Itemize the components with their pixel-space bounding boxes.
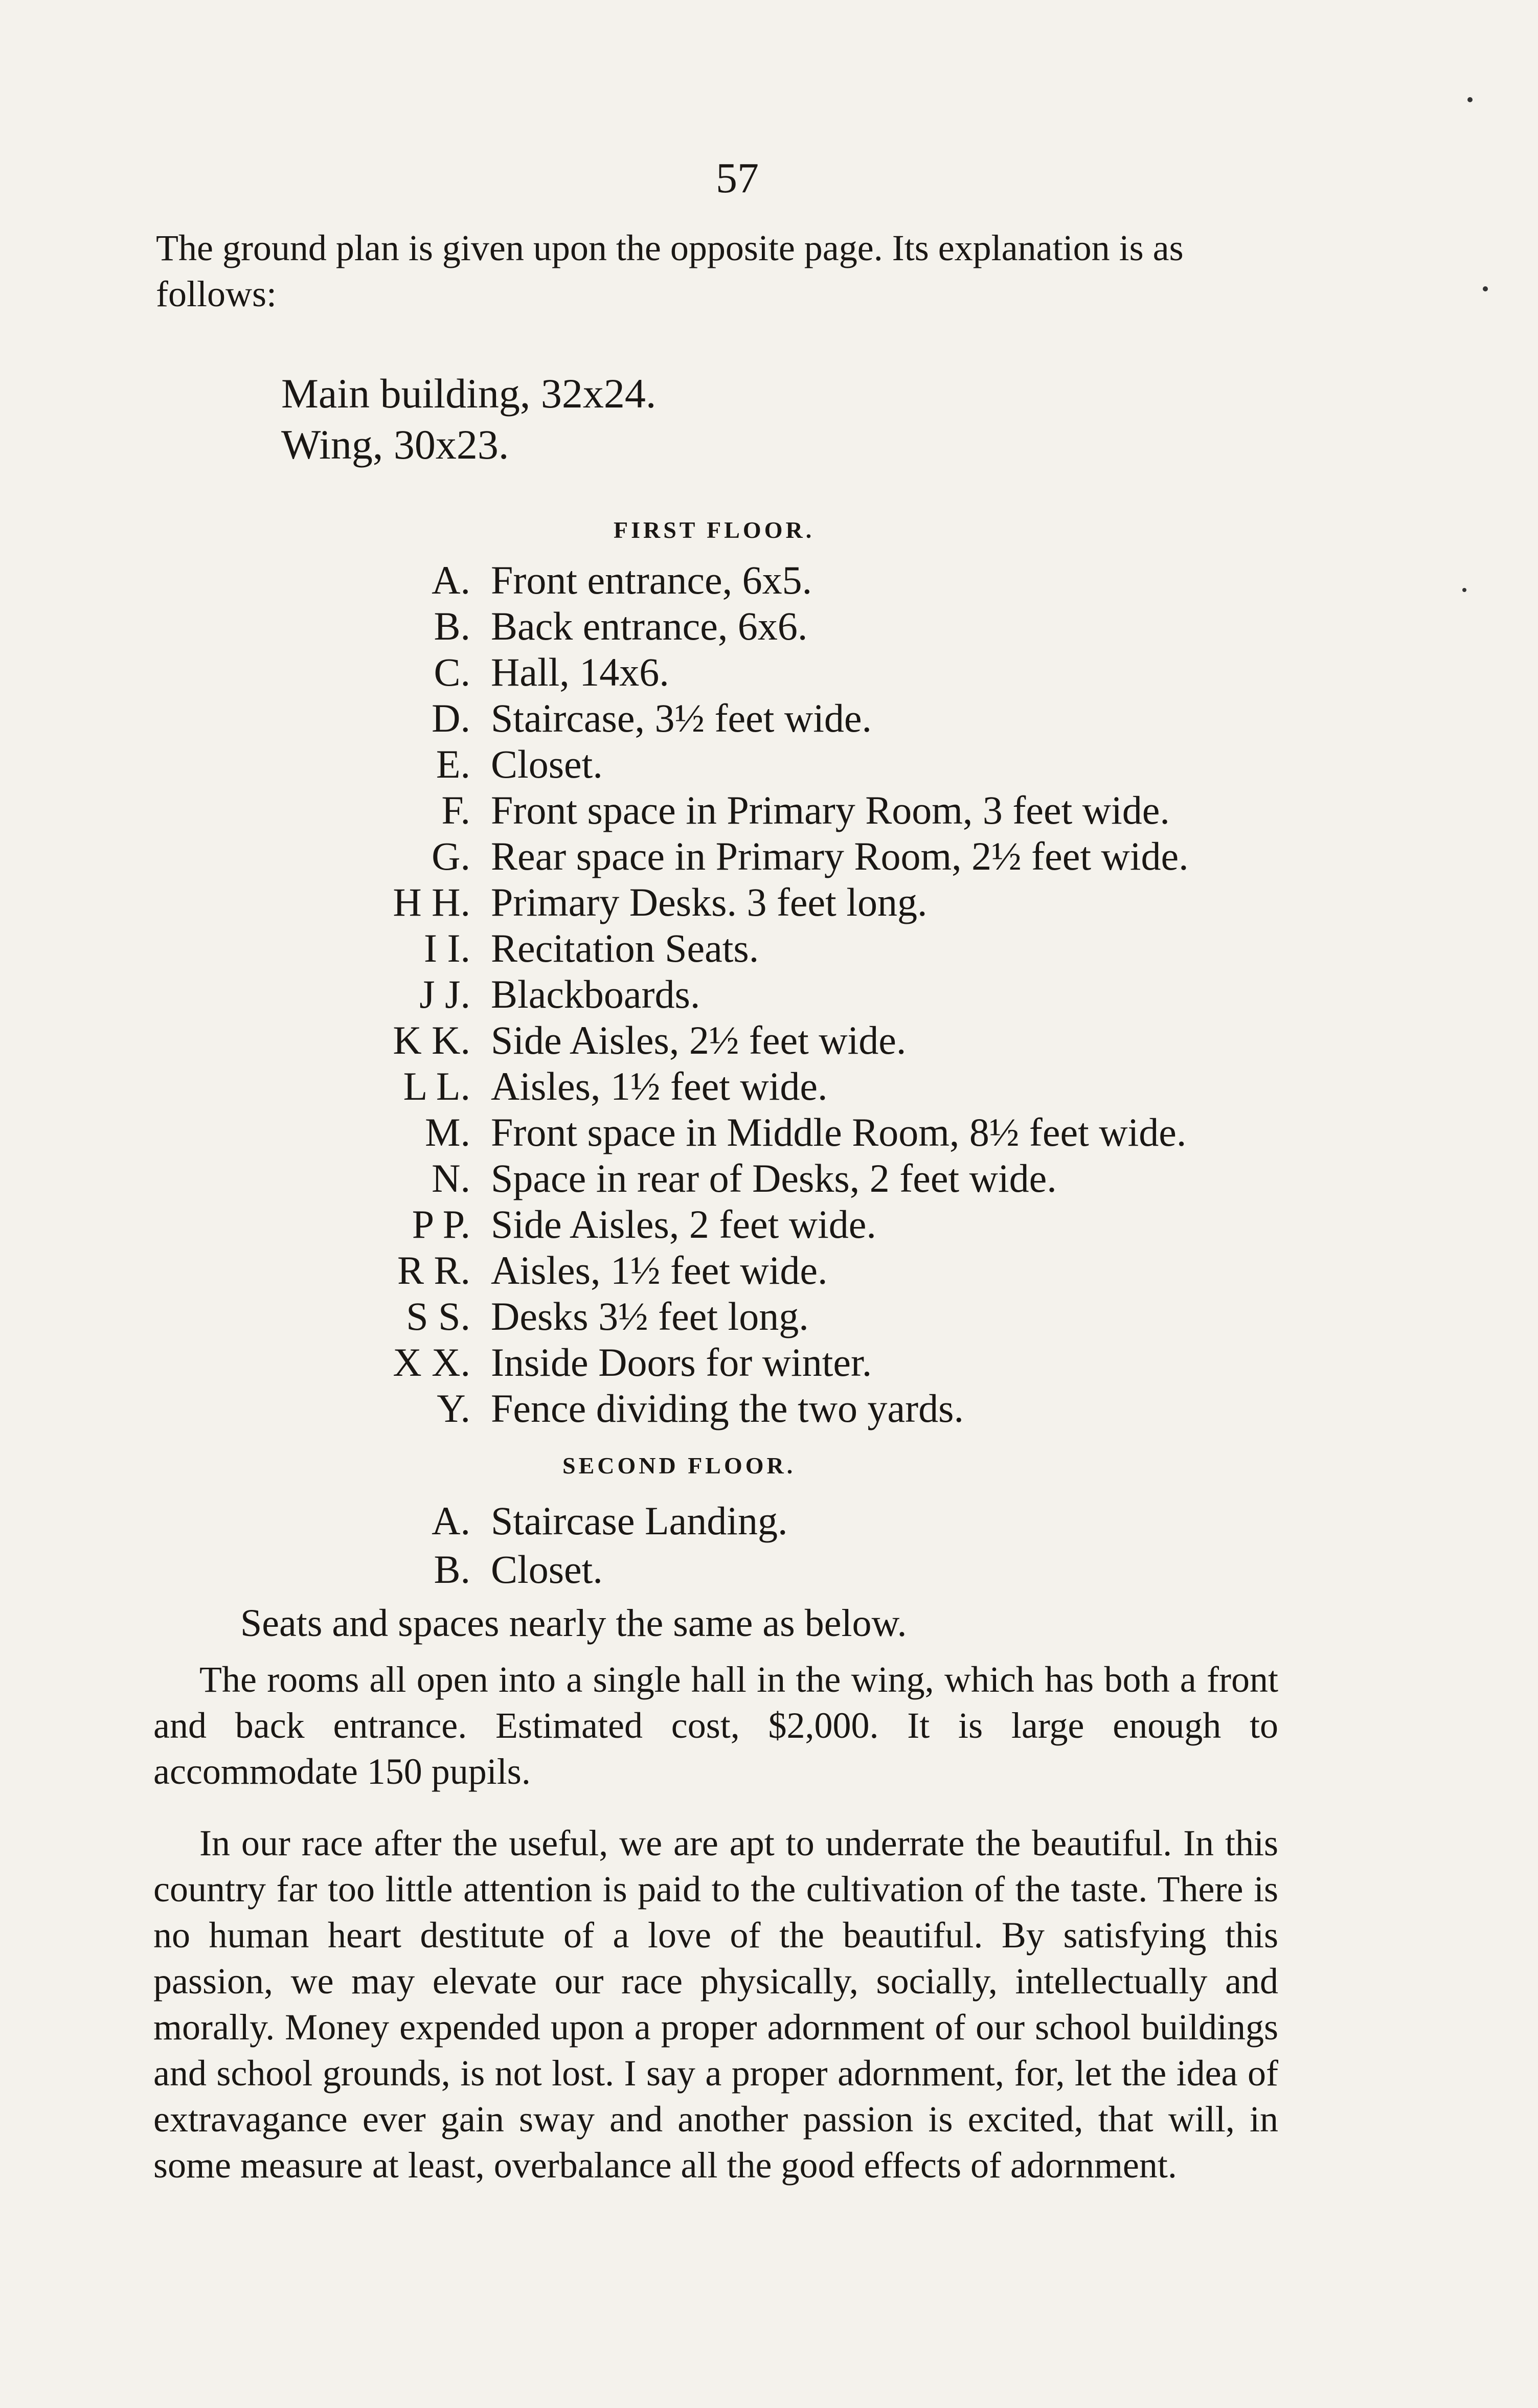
legend-key: A. xyxy=(432,558,470,602)
legend-description: Blackboards. xyxy=(491,972,700,1016)
legend-description: Staircase Landing. xyxy=(491,1498,788,1543)
legend-key: E. xyxy=(436,742,470,786)
legend-description: Staircase, 3½ feet wide. xyxy=(491,696,872,740)
legend-key: N. xyxy=(432,1156,470,1200)
legend-key: I I. xyxy=(424,926,470,970)
legend-description: Front space in Primary Room, 3 feet wide. xyxy=(491,788,1170,832)
legend-item xyxy=(153,1547,1329,1593)
legend-item xyxy=(153,1155,1329,1201)
legend-description: Side Aisles, 2½ feet wide. xyxy=(491,1018,907,1062)
legend-key: X X. xyxy=(393,1340,470,1384)
legend-key: S S. xyxy=(406,1294,470,1338)
legend-key: B. xyxy=(434,604,470,648)
legend-item xyxy=(153,1385,1329,1432)
legend-description: Inside Doors for winter. xyxy=(491,1340,872,1384)
first-floor-heading: FIRST FLOOR. xyxy=(614,517,815,543)
legend-item xyxy=(153,879,1329,925)
legend-key: Y. xyxy=(437,1386,470,1430)
legend-description: Recitation Seats. xyxy=(491,926,759,970)
legend-key: C. xyxy=(434,650,470,694)
legend-description: Aisles, 1½ feet wide. xyxy=(491,1248,828,1292)
legend-description: Desks 3½ feet long. xyxy=(491,1294,809,1338)
legend-description: Closet. xyxy=(491,1547,603,1592)
legend-item xyxy=(153,557,1329,603)
legend-description: Front entrance, 6x5. xyxy=(491,558,812,602)
second-floor-heading: SECOND FLOOR. xyxy=(562,1452,796,1479)
legend-description: Primary Desks. 3 feet long. xyxy=(491,880,928,924)
print-speck xyxy=(1483,286,1488,291)
legend-item xyxy=(153,649,1329,695)
legend-item xyxy=(153,741,1329,787)
legend-item xyxy=(153,1017,1329,1063)
legend-description: Hall, 14x6. xyxy=(491,650,669,694)
paragraph-beauty: In our race after the useful, we are apt to underrate the beautiful. In this country far too little attention is paid to the cultivation of the taste. There is no human heart destitute of a love of the beautiful. By satisfying this passion, we may elevate our race physically, socially, intellectually and morally. Money expended upon a proper adornment of our school buildings and school grounds, is not lost. I say a proper adornment, for, let the idea of extravagance ever gain sway and another passion is excited, that will, in some measure at least, overbalance all the good effects of adornment. xyxy=(153,1823,1278,2186)
legend-item xyxy=(153,1498,1329,1544)
legend-description: Front space in Middle Room, 8½ feet wide. xyxy=(491,1110,1187,1154)
print-speck xyxy=(1462,588,1466,592)
legend-key: D. xyxy=(432,696,470,740)
legend-key: G. xyxy=(432,834,470,878)
second-floor-note: Seats and spaces nearly the same as below. xyxy=(240,1602,907,1645)
legend-key: P P. xyxy=(412,1202,470,1246)
legend-key: K K. xyxy=(393,1018,470,1062)
legend-description: Fence dividing the two yards. xyxy=(491,1386,964,1430)
legend-item xyxy=(153,787,1329,833)
paragraph-rooms: The rooms all open into a single hall in the wing, which has both a front and back entrance. Estimated cost, $2,000. It is large enough to accommodate 150 pupils. xyxy=(153,1659,1278,1792)
dimension-main-building: Main building, 32x24. xyxy=(281,370,657,417)
legend-item xyxy=(153,1293,1329,1339)
print-speck xyxy=(1467,97,1473,102)
legend-description: Back entrance, 6x6. xyxy=(491,604,808,648)
second-floor-legend xyxy=(153,1498,1329,1600)
legend-key: H H. xyxy=(393,880,470,924)
legend-item xyxy=(153,925,1329,971)
page-number: 57 xyxy=(716,154,759,202)
legend-item xyxy=(153,1339,1329,1385)
legend-description: Space in rear of Desks, 2 feet wide. xyxy=(491,1156,1057,1200)
intro-paragraph: The ground plan is given upon the opposite page. Its explanation is as follows: xyxy=(156,228,1184,314)
legend-item xyxy=(153,603,1329,649)
legend-description: Side Aisles, 2 feet wide. xyxy=(491,1202,876,1246)
legend-item xyxy=(153,971,1329,1017)
legend-item xyxy=(153,1063,1329,1109)
legend-item xyxy=(153,1247,1329,1293)
legend-item xyxy=(153,1109,1329,1155)
legend-key: M. xyxy=(425,1110,470,1154)
legend-key: F. xyxy=(441,788,470,832)
legend-description: Rear space in Primary Room, 2½ feet wide. xyxy=(491,834,1189,878)
legend-key: J J. xyxy=(419,972,470,1016)
dimension-wing: Wing, 30x23. xyxy=(281,421,509,468)
legend-item xyxy=(153,1201,1329,1247)
first-floor-legend xyxy=(153,557,1329,1437)
legend-item xyxy=(153,695,1329,741)
legend-key: L L. xyxy=(403,1064,470,1108)
legend-item xyxy=(153,833,1329,879)
legend-key: A. xyxy=(432,1498,470,1543)
legend-key: R R. xyxy=(397,1248,470,1292)
legend-description: Closet. xyxy=(491,742,603,786)
legend-key: B. xyxy=(434,1547,470,1592)
legend-description: Aisles, 1½ feet wide. xyxy=(491,1064,828,1108)
